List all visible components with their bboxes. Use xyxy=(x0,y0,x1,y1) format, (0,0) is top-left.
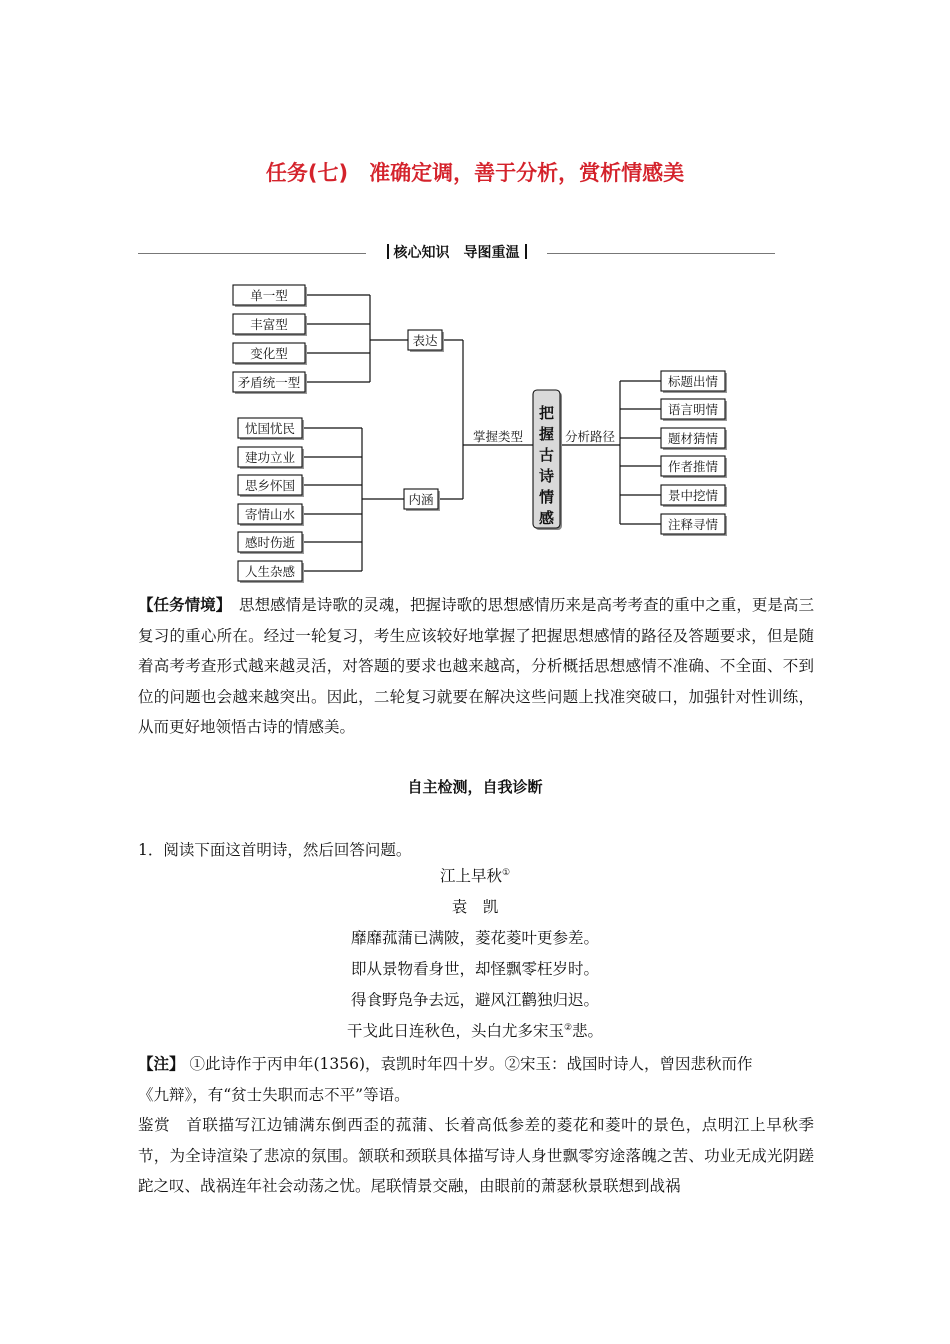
svg-text:题材猜情: 题材猜情 xyxy=(667,431,719,446)
svg-text:标题出情: 标题出情 xyxy=(667,374,719,389)
notes-line-2: 《九辩》，有“贫士失职而志不平”等语。 xyxy=(138,1086,410,1104)
svg-text:情: 情 xyxy=(538,488,555,506)
svg-text:诗: 诗 xyxy=(538,467,555,485)
svg-text:建功立业: 建功立业 xyxy=(244,450,296,465)
content-box xyxy=(238,418,304,440)
content-box xyxy=(238,475,304,497)
svg-text:单一型: 单一型 xyxy=(250,288,288,303)
svg-text:寄情山水: 寄情山水 xyxy=(244,507,296,522)
content-box xyxy=(238,561,304,583)
svg-text:握: 握 xyxy=(538,425,555,443)
content-box xyxy=(238,532,304,554)
svg-text:丰富型: 丰富型 xyxy=(250,317,288,332)
svg-text:表达: 表达 xyxy=(412,333,438,348)
poem-line: 得食野凫争去远，避风江鹳独归迟。 xyxy=(350,991,599,1009)
svg-text:感时伤逝: 感时伤逝 xyxy=(244,535,296,550)
content-box xyxy=(238,447,304,469)
svg-text:感: 感 xyxy=(538,509,555,527)
task-context xyxy=(138,590,814,743)
svg-text:思乡怀国: 思乡怀国 xyxy=(244,478,296,493)
right-branch-label: 分析路径 xyxy=(564,429,616,444)
type-box xyxy=(233,314,307,336)
poem-title: 江上早秋① xyxy=(439,867,511,885)
svg-text:古: 古 xyxy=(538,446,555,464)
path-box xyxy=(661,428,727,450)
task-context-text: 思想感情是诗歌的灵魂，把握诗歌的思想感情历来是高考考查的重中之重，更是高三复习的重心所在。经过一轮复习，考生应该较好地掌握了把握思想感情的路径及答题要求，但是随着高考考查形式越来越灵活，对答题的要求也越来越高，分析概括思想感情不准确、不全面、不到位的问题也会越来越突出。因此，二轮复习就要在解决这些问题上找准突破口，加强针对性训练，从而更好地领悟古诗的情感美。 xyxy=(138,596,814,737)
type-box xyxy=(233,285,307,307)
type-box xyxy=(233,343,307,365)
mind-map xyxy=(0,270,950,590)
svg-text:语言明情: 语言明情 xyxy=(667,402,719,417)
poem-line: 靡靡菰蒲已满陂，菱花菱叶更参差。 xyxy=(350,929,599,947)
content-box xyxy=(238,504,304,526)
task-context-tag: 【任务情境】 xyxy=(138,595,224,614)
svg-text:把: 把 xyxy=(538,404,555,422)
path-box xyxy=(661,514,727,536)
svg-text:忧国忧民: 忧国忧民 xyxy=(244,421,296,436)
content-label-box xyxy=(404,489,440,511)
path-box xyxy=(661,371,727,393)
poem-author: 袁 凯 xyxy=(451,898,499,916)
poem-line: 即从景物看身世，却怪飘零枉岁时。 xyxy=(350,960,599,978)
question-text: 1．阅读下面这首明诗，然后回答问题。 xyxy=(138,841,412,859)
appreciation-text: 首联描写江边铺满东倒西歪的菰蒲、长着高低参差的菱花和菱叶的景色，点明江上早秋季节，为全诗渲染了悲凉的氛围。颔联和颈联具体描写诗人身世飘零穷途落魄之苦、功业无成光阴蹉跎之叹、战祸连年社会动荡之忧。尾联情景交融，由眼前的萧瑟秋景联想到战祸 xyxy=(138,1116,814,1196)
poem-line: 干戈此日连秋色，头白尤多宋玉②悲。 xyxy=(346,1022,604,1040)
appreciation xyxy=(138,1110,814,1202)
center-box xyxy=(533,390,562,530)
svg-text:注释寻情: 注释寻情 xyxy=(667,517,719,532)
svg-text:内涵: 内涵 xyxy=(408,492,434,507)
appreciation-tag: 鉴赏 xyxy=(138,1116,171,1134)
notes-line-1: 【注】 ①此诗作于丙申年(1356)，袁凯时年四十岁。②宋玉：战国时诗人，曾因悲秋而作 xyxy=(138,1054,753,1073)
path-box xyxy=(661,456,727,478)
svg-text:矛盾统一型: 矛盾统一型 xyxy=(237,375,301,390)
svg-text:作者推情: 作者推情 xyxy=(667,459,719,474)
svg-text:景中挖情: 景中挖情 xyxy=(667,488,719,503)
section-divider xyxy=(138,242,775,264)
path-box xyxy=(661,485,727,507)
page-title: 任务(七) 准确定调，善于分析，赏析情感美 xyxy=(265,161,685,185)
type-box xyxy=(233,372,307,394)
section-label: 核心知识 导图重温 xyxy=(370,242,543,264)
svg-text:变化型: 变化型 xyxy=(250,346,288,361)
left-branch-label: 掌握类型 xyxy=(472,429,524,444)
subheading: 自主检测，自我诊断 xyxy=(407,778,543,796)
svg-text:人生杂感: 人生杂感 xyxy=(244,564,296,579)
path-box xyxy=(661,399,727,421)
expression-box xyxy=(408,330,444,352)
